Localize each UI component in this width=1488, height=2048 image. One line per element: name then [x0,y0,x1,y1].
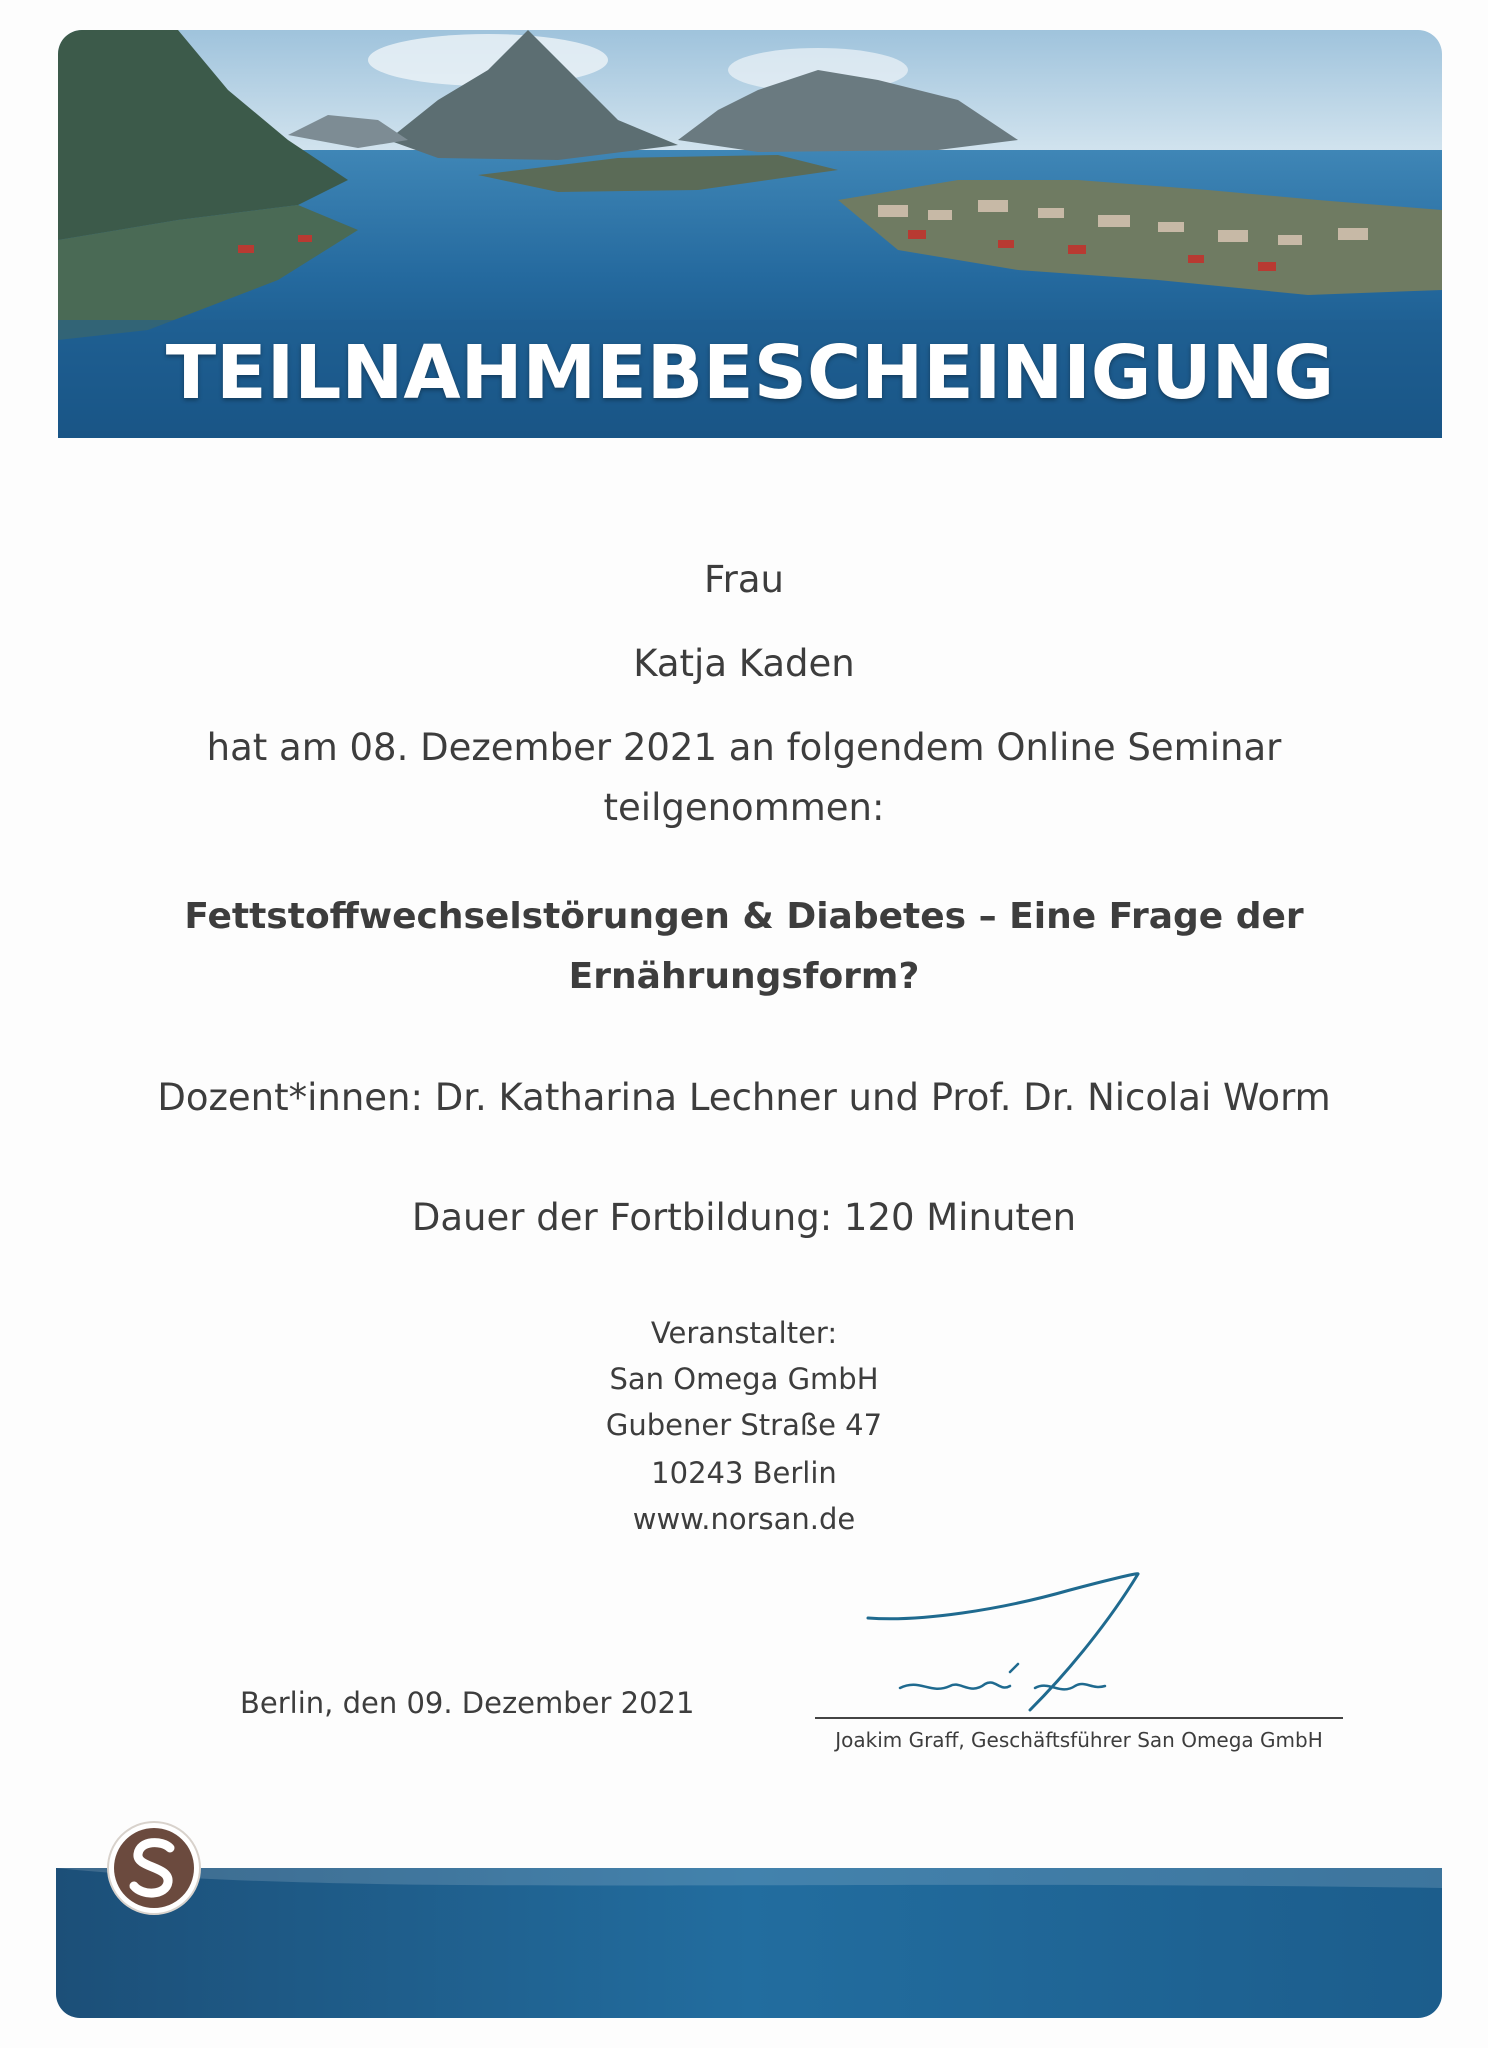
organizer-label: Veranstalter: [650,1316,838,1350]
training-duration: Dauer der Fortbildung: 120 Minuten [411,1196,1077,1239]
footer-band [56,1868,1442,2018]
certificate-title: TEILNAHMEBESCHEINIGUNG [165,330,1335,416]
organizer-city: 10243 Berlin [651,1456,837,1490]
header-banner [58,30,1442,438]
lecturers: Dozent*innen: Dr. Katharina Lechner und Prof. Dr. Nicolai Worm [157,1076,1331,1119]
attendance-statement-line-2: teilgenommen: [603,786,885,829]
organizer-street: Gubener Straße 47 [605,1408,883,1442]
handwritten-signature [860,1560,1160,1720]
place-and-date: Berlin, den 09. Dezember 2021 [240,1686,695,1720]
seminar-title-line-2: Ernährungsform? [568,956,920,997]
seminar-title-line-1: Fettstoffwechselstörungen & Diabetes – Eine Frage der [184,896,1304,937]
organizer-website: www.norsan.de [632,1502,856,1536]
signature-line [815,1717,1343,1719]
organizer-company: San Omega GmbH [609,1362,879,1396]
san-omega-logo [106,1820,202,1916]
recipient-name: Katja Kaden [633,642,855,685]
recipient-salutation: Frau [704,558,784,601]
signer-name: Joakim Graff, Geschäftsführer San Omega GmbH [835,1728,1323,1752]
footer-banner [56,1868,1442,2018]
attendance-statement-line-1: hat am 08. Dezember 2021 an folgendem Online Seminar [206,726,1282,769]
